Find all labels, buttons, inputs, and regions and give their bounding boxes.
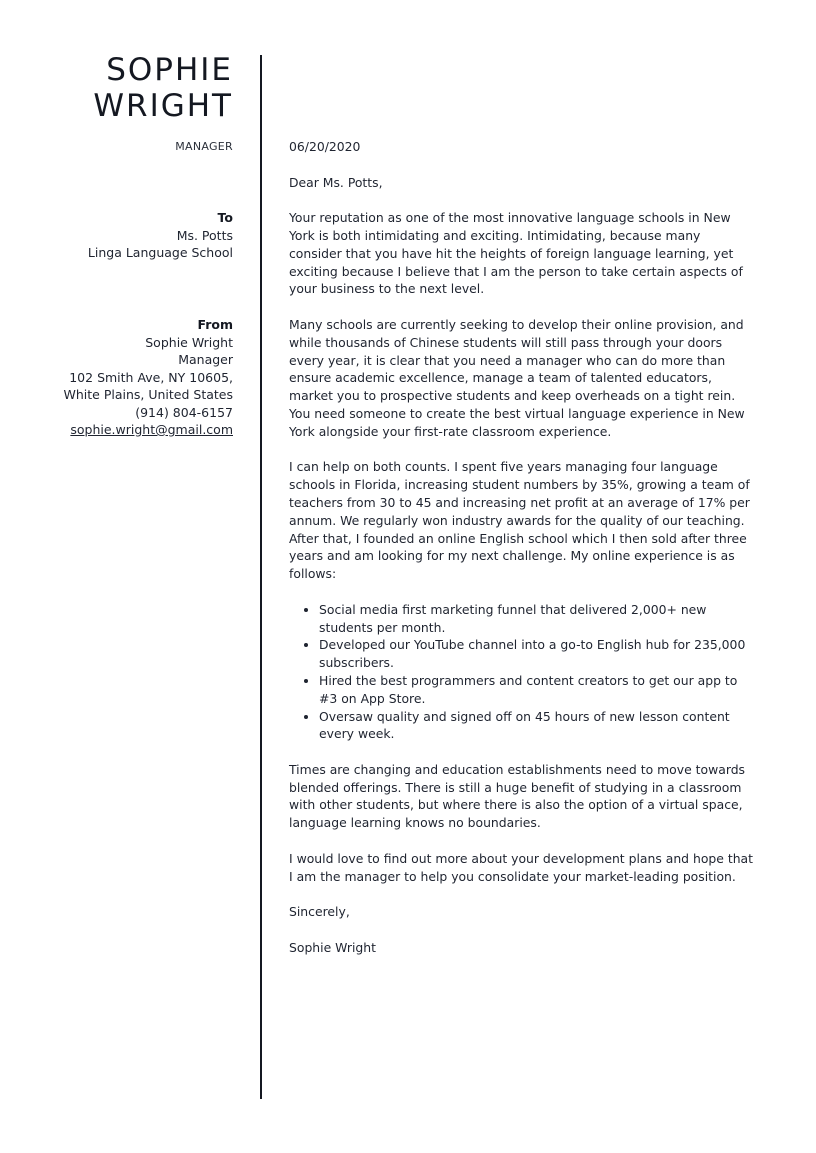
- sender-block: [33, 316, 233, 439]
- letter-signature: Sophie Wright: [289, 939, 376, 955]
- sender-email-link[interactable]: sophie.wright@gmail.com: [70, 422, 233, 437]
- experience-list-item: • Oversaw quality and signed off on 45 hours of new lesson content every week.: [319, 708, 754, 744]
- sender-title: MANAGER: [175, 140, 233, 153]
- sender-last-name: WRIGHT: [93, 88, 233, 124]
- recipient-heading: To: [217, 210, 233, 225]
- letter-paragraph: I would love to find out more about your development plans and hope that I am the manager to help you consolidate your market-leading position.: [289, 850, 754, 884]
- sender-phone: (914) 804-6157: [135, 404, 233, 420]
- letter-sign-off: Sincerely,: [289, 904, 350, 920]
- sender-address: 102 Smith Ave, NY 10605, White Plains, United States: [63, 369, 233, 402]
- letter-body: [289, 138, 754, 974]
- letter-greeting: Dear Ms. Potts,: [289, 174, 383, 190]
- letter-paragraph: Many schools are currently seeking to develop their online provision, and while thousands of Chinese students will still pass through your doors every year, it is clear that you need a manager who can do more than ensure academic excellence, manage a team of talented educators, market you to prospective students and keep overheads on a tight rein. You need someone to create the best virtual language experience in New York alongside your first-rate classroom experience.: [289, 316, 745, 439]
- recipient-name: Ms. Potts: [176, 227, 233, 243]
- experience-list-item: • Social media first marketing funnel that delivered 2,000+ new students per month.: [319, 601, 754, 637]
- letter-paragraph: Times are changing and education establishments need to move towards blended offerings. There is still a huge benefit of studying in a classroom with other students, but where there is also the option of a virtual space, language learning knows no boundaries.: [289, 761, 746, 831]
- letter-paragraph: I can help on both counts. I spent five years managing four language schools in Florida, increasing student numbers by 35%, growing a team of teachers from 30 to 45 and increasing net profit at an average of 17% per annum. We regularly won industry awards for the quality of our teaching. After that, I founded an online English school which I then sold after three years and am looking for my next challenge. My online experience is as follows:: [289, 459, 750, 582]
- vertical-divider: [260, 55, 262, 1099]
- sender-contact-name: Sophie Wright: [145, 334, 233, 350]
- experience-list-item: • Hired the best programmers and content creators to get our app to #3 on App Store.: [319, 672, 754, 708]
- letter-paragraph: Your reputation as one of the most innovative language schools in New York is both intimidating and exciting. Intimidating, because many consider that you have hit the heights of foreign language learning, yet exciting because I believe that I am the person to take certain aspects of your business to the next level.: [289, 210, 743, 297]
- letter-date: 06/20/2020: [289, 139, 361, 154]
- experience-list-item: • Developed our YouTube channel into a go-to English hub for 235,000 subscribers.: [319, 636, 754, 672]
- sender-role: Manager: [178, 352, 233, 367]
- sender-first-name: SOPHIE: [106, 52, 233, 88]
- experience-list: [289, 601, 754, 743]
- sender-name: [0, 52, 233, 124]
- recipient-company: Linga Language School: [87, 245, 233, 260]
- recipient-block: [33, 209, 233, 262]
- sender-heading: From: [197, 317, 233, 332]
